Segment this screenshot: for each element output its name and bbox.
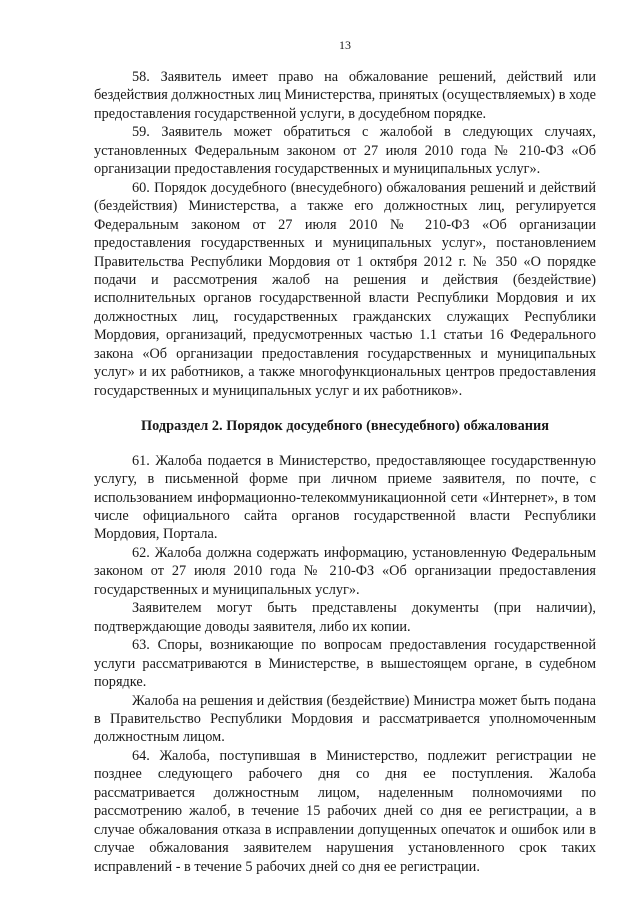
document-body (94, 68, 596, 876)
section-heading: Подраздел 2. Порядок досудебного (внесудебного) обжалования (141, 418, 549, 435)
page-number: 13 (339, 38, 351, 52)
paragraph-60: 60. Порядок досудебного (внесудебного) обжалования решений и действий (бездействия) Министерства, а также его должностных лиц, регулируется Федеральным законом от 27 июля 2010 № 210-ФЗ «Об организации предоставления государственных и муниципальных услуг», постановлением Правительства Республики Мордовия от 1 октября 2012 г. № 350 «О порядке подачи и рассмотрения жалоб на решения и действия (бездействие) исполнительных органов государственной власти Республики Мордовия и их должностных лиц, государственных гражданских служащих Республики Мордовия, организаций, предусмотренных частью 1.1 статьи 16 Федерального закона «Об организации предоставления государственных и муниципальных услуг» и их работников, а также многофункциональных центров предоставления государственных и муниципальных услуг и их работников». (94, 179, 596, 399)
paragraph-59: 59. Заявитель может обратиться с жалобой в следующих случаях, установленных Федеральным законом от 27 июля 2010 года № 210-ФЗ «Об организации предоставления государственных и муниципальных услуг». (94, 124, 596, 178)
paragraph-62-documents: Заявителем могут быть представлены документы (при наличии), подтверждающие доводы заявителя, либо их копии. (94, 600, 596, 635)
paragraph-63: 63. Споры, возникающие по вопросам предоставления государственной услуги рассматриваются в Министерстве, в вышестоящем органе, в судебном порядке. (94, 637, 596, 691)
paragraph-62: 62. Жалоба должна содержать информацию, установленную Федеральным законом от 27 июля 2010 года № 210-ФЗ «Об организации предоставления государственных и муниципальных услуг». (94, 544, 596, 598)
paragraph-61: 61. Жалоба подается в Министерство, предоставляющее государственную услугу, в письменной форме при личном приеме заявителя, по почте, с использованием информационно-телекоммуникационной сети «Интернет», в том числе официального сайта органов государственной власти Республики Мордовия, Портала. (94, 452, 596, 543)
document-page (94, 0, 596, 906)
paragraph-63-minister: Жалоба на решения и действия (бездействие) Министра может быть подана в Правительство Республики Мордовия и рассматривается уполномоченным должностным лицом. (94, 692, 596, 746)
paragraph-64: 64. Жалоба, поступившая в Министерство, подлежит регистрации не позднее следующего рабочего дня со дня ее поступления. Жалоба рассматривается должностным лицом, наделенным полномочиями по рассмотрению жалоб, в течение 15 рабочих дней со дня ее регистрации, а в случае обжалования отказа в исправлении допущенных опечаток и ошибок или в случае обжалования заявителем нарушения установленного срок таких исправлений - в течение 5 рабочих дней со дня ее регистрации. (94, 747, 596, 875)
paragraph-58: 58. Заявитель имеет право на обжалование решений, действий или бездействия должностных лиц Министерства, принятых (осуществляемых) в ходе предоставления государственной услуги, в досудебном порядке. (94, 69, 596, 122)
